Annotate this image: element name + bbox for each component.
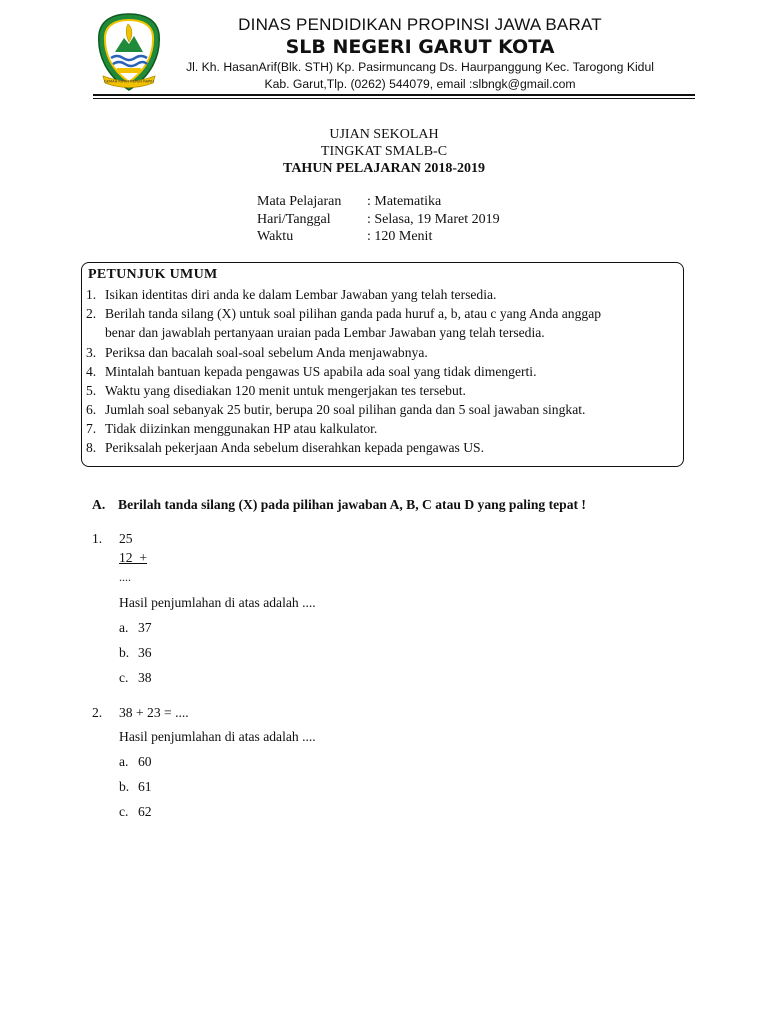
letterhead-divider-thin — [93, 98, 695, 99]
option-letter: b. — [119, 645, 130, 660]
instruction-number: 1. — [86, 287, 97, 302]
option-value: 62 — [138, 804, 152, 819]
exam-title-1: UJIAN SEKOLAH — [329, 127, 439, 142]
school-name: SLB NEGERI GARUT KOTA — [285, 36, 555, 58]
question-number: 1. — [92, 531, 103, 546]
logo-ribbon-text: GEMAH RIPAH REPEH RAPIH — [103, 79, 155, 84]
answer-option[interactable] — [119, 670, 152, 686]
question-prompt: Hasil penjumlahan di atas adalah .... — [119, 729, 316, 744]
instruction-item — [86, 287, 496, 303]
option-letter: c. — [119, 804, 129, 819]
instruction-text: Periksalah pekerjaan Anda sebelum diserahkan kepada pengawas US. — [105, 440, 484, 455]
meta-row-subject — [257, 194, 441, 210]
option-letter: b. — [119, 779, 130, 794]
instruction-item — [86, 421, 377, 437]
option-letter: a. — [119, 754, 129, 769]
school-address: Jl. Kh. HasanArif(Blk. STH) Kp. Pasirmuncang Ds. Haurpanggung Kec. Tarogong Kidul — [186, 60, 654, 74]
instruction-text: Berilah tanda silang (X) untuk soal pilihan ganda pada huruf a, b, atau c yang Anda anggap — [105, 306, 602, 321]
section-text: Berilah tanda silang (X) pada pilihan jawaban A, B, C atau D yang paling tepat ! — [118, 497, 586, 512]
meta-value: : Selasa, 19 Maret 2019 — [367, 212, 500, 227]
question-number: 2. — [92, 705, 103, 720]
instruction-item — [86, 402, 585, 418]
instruction-item — [86, 306, 601, 322]
option-letter: a. — [119, 620, 129, 635]
option-value: 38 — [138, 670, 152, 685]
instruction-item — [86, 440, 484, 456]
option-value: 37 — [138, 620, 152, 635]
meta-value: : Matematika — [367, 194, 442, 209]
instruction-number: 3. — [86, 345, 97, 360]
section-number: A. — [92, 497, 106, 512]
answer-option[interactable] — [119, 620, 152, 636]
instruction-item — [86, 364, 536, 380]
meta-label: Waktu — [257, 229, 294, 244]
letterhead-divider-thick — [93, 94, 695, 96]
instruction-item — [86, 345, 428, 361]
instruction-number: 6. — [86, 402, 97, 417]
agency-name: DINAS PENDIDIKAN PROPINSI JAWA BARAT — [238, 15, 602, 34]
instruction-number: 5. — [86, 383, 97, 398]
meta-value: : 120 Menit — [367, 229, 433, 244]
meta-row-date — [257, 212, 500, 228]
instruction-text: Periksa dan bacalah soal-soal sebelum Anda menjawabnya. — [105, 345, 428, 360]
answer-option[interactable] — [119, 804, 152, 820]
question-expression: 38 + 23 = .... — [119, 705, 189, 720]
option-value: 36 — [138, 645, 152, 660]
instructions-title: PETUNJUK UMUM — [88, 267, 218, 282]
section-heading — [92, 497, 586, 513]
meta-label: Hari/Tanggal — [257, 212, 331, 227]
instruction-text: Mintalah bantuan kepada pengawas US apabila ada soal yang tidak dimengerti. — [105, 364, 537, 379]
school-contact: Kab. Garut,Tlp. (0262) 544079, email :slbngk@gmail.com — [264, 77, 576, 91]
exam-title-3: TAHUN PELAJARAN 2018-2019 — [283, 161, 485, 176]
option-letter: c. — [119, 670, 129, 685]
instruction-item — [86, 383, 466, 399]
question-prompt: Hasil penjumlahan di atas adalah .... — [119, 595, 316, 610]
meta-label: Mata Pelajaran — [257, 194, 342, 209]
instruction-number: 4. — [86, 364, 97, 379]
answer-option[interactable] — [119, 645, 152, 661]
instruction-text: Waktu yang disediakan 120 menit untuk mengerjakan tes tersebut. — [105, 383, 466, 398]
question-line: .... — [119, 570, 131, 584]
general-instructions-box — [81, 262, 684, 467]
instruction-number: 7. — [86, 421, 97, 436]
instruction-number: 2. — [86, 306, 97, 321]
option-value: 60 — [138, 754, 152, 769]
west-java-emblem-icon — [97, 12, 161, 92]
option-value: 61 — [138, 779, 152, 794]
answer-option[interactable] — [119, 754, 152, 770]
instruction-text-continued: benar dan jawablah pertanyaan uraian pada Lembar Jawaban yang telah tersedia. — [105, 325, 545, 340]
instruction-text: Isikan identitas diri anda ke dalam Lembar Jawaban yang telah tersedia. — [105, 287, 497, 302]
instruction-number: 8. — [86, 440, 97, 455]
exam-title-2: TINGKAT SMALB-C — [320, 144, 448, 159]
meta-row-duration — [257, 229, 432, 245]
question-line: 25 — [119, 531, 133, 546]
instruction-text: Jumlah soal sebanyak 25 butir, berupa 20 soal pilihan ganda dan 5 soal jawaban singkat. — [105, 402, 586, 417]
question-line: 12 + — [119, 550, 148, 565]
answer-option[interactable] — [119, 779, 152, 795]
instruction-text: Tidak diizinkan menggunakan HP atau kalkulator. — [105, 421, 378, 436]
